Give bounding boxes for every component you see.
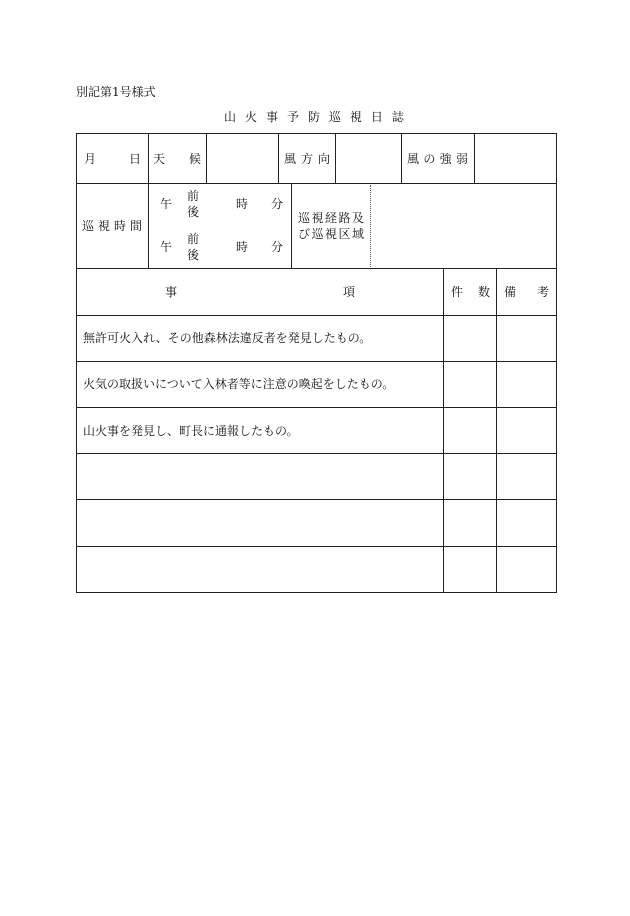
table-row-item: 無許可火入れ、その他森林法違反者を発見したもの。 <box>83 331 372 345</box>
form-label: 別記第1号様式 <box>76 85 156 99</box>
time1-am: 前 <box>187 189 200 203</box>
remarks-char: 考 <box>536 285 549 299</box>
wind-direction-field[interactable] <box>336 134 401 183</box>
title-char: 防 <box>307 110 320 124</box>
remarks-char: 備 <box>504 285 517 299</box>
title-char: 巡 <box>328 110 341 124</box>
table-row-item: 火気の取扱いについて入林者等に注意の喚起をしたもの。 <box>83 377 395 391</box>
wind-strength-char: 強 <box>439 152 452 166</box>
blank-item-cell[interactable] <box>77 547 443 592</box>
time2-hour: 時 <box>236 240 249 254</box>
page-title <box>224 110 404 124</box>
wind-strength-field[interactable] <box>475 134 556 183</box>
route-char: 視 <box>311 211 324 225</box>
title-char: 予 <box>286 110 299 124</box>
title-char: 事 <box>265 110 278 124</box>
wind-direction-char: 風 <box>284 152 297 166</box>
patrol-time-char: 間 <box>129 219 142 233</box>
month-day-char: 日 <box>128 152 141 166</box>
route-field[interactable] <box>372 184 556 268</box>
route-label-line1 <box>298 211 364 225</box>
wind-direction-char: 方 <box>300 152 313 166</box>
wind-strength-char: の <box>423 152 436 166</box>
col-remarks-label <box>504 285 549 299</box>
route-char: 巡 <box>311 227 324 241</box>
time1-prefix: 午 <box>160 197 173 211</box>
time1-minute: 分 <box>271 197 284 211</box>
route-char: 巡 <box>298 211 311 225</box>
weather-char: 候 <box>188 152 201 166</box>
title-char: 誌 <box>391 110 404 124</box>
col-item-label-1: 事 <box>165 285 178 299</box>
wind-strength-char: 風 <box>407 152 420 166</box>
route-char: 区 <box>338 227 351 241</box>
col-item-label-2: 項 <box>343 285 356 299</box>
wind-strength-char: 弱 <box>455 152 468 166</box>
patrol-time-label <box>82 219 142 233</box>
time1-pm: 後 <box>187 205 200 219</box>
remarks-cell[interactable] <box>497 362 556 407</box>
title-char: 日 <box>370 110 383 124</box>
route-char: 経 <box>324 211 337 225</box>
time2-prefix: 午 <box>160 240 173 254</box>
route-char: 視 <box>324 227 337 241</box>
month-day-char: 月 <box>84 152 97 166</box>
time2-pm: 後 <box>187 248 200 262</box>
count-char: 件 <box>451 285 464 299</box>
remarks-cell[interactable] <box>497 316 556 361</box>
wind-direction-char: 向 <box>317 152 330 166</box>
patrol-time-char: 視 <box>97 219 110 233</box>
title-char: 火 <box>244 110 257 124</box>
patrol-time-char: 巡 <box>82 219 95 233</box>
time1-hour: 時 <box>236 197 249 211</box>
time2-minute: 分 <box>271 240 284 254</box>
col-count-label <box>451 285 490 299</box>
title-char: 山 <box>224 110 237 124</box>
count-cell[interactable] <box>444 362 496 407</box>
time2-am: 前 <box>187 232 200 246</box>
route-label-line2 <box>298 227 364 241</box>
wind-strength-label <box>407 152 468 166</box>
table-row-item: 山火事を発見し、町長に通報したもの。 <box>83 424 299 438</box>
route-char: 路 <box>338 211 351 225</box>
blank-item-cell[interactable] <box>77 500 443 546</box>
weather-label <box>153 152 201 166</box>
title-text <box>224 110 404 124</box>
count-char: 数 <box>477 285 490 299</box>
title-char: 視 <box>349 110 362 124</box>
weather-char: 天 <box>153 152 166 166</box>
count-cell[interactable] <box>444 316 496 361</box>
weather-field[interactable] <box>206 134 278 183</box>
route-char: 域 <box>351 227 364 241</box>
remarks-cell[interactable] <box>497 408 556 453</box>
count-cell[interactable] <box>444 408 496 453</box>
wind-direction-label <box>284 152 330 166</box>
route-char: 及 <box>351 211 364 225</box>
month-day-label <box>84 152 141 166</box>
route-char: び <box>298 227 311 241</box>
patrol-time-char: 時 <box>113 219 126 233</box>
blank-item-cell[interactable] <box>77 454 443 499</box>
